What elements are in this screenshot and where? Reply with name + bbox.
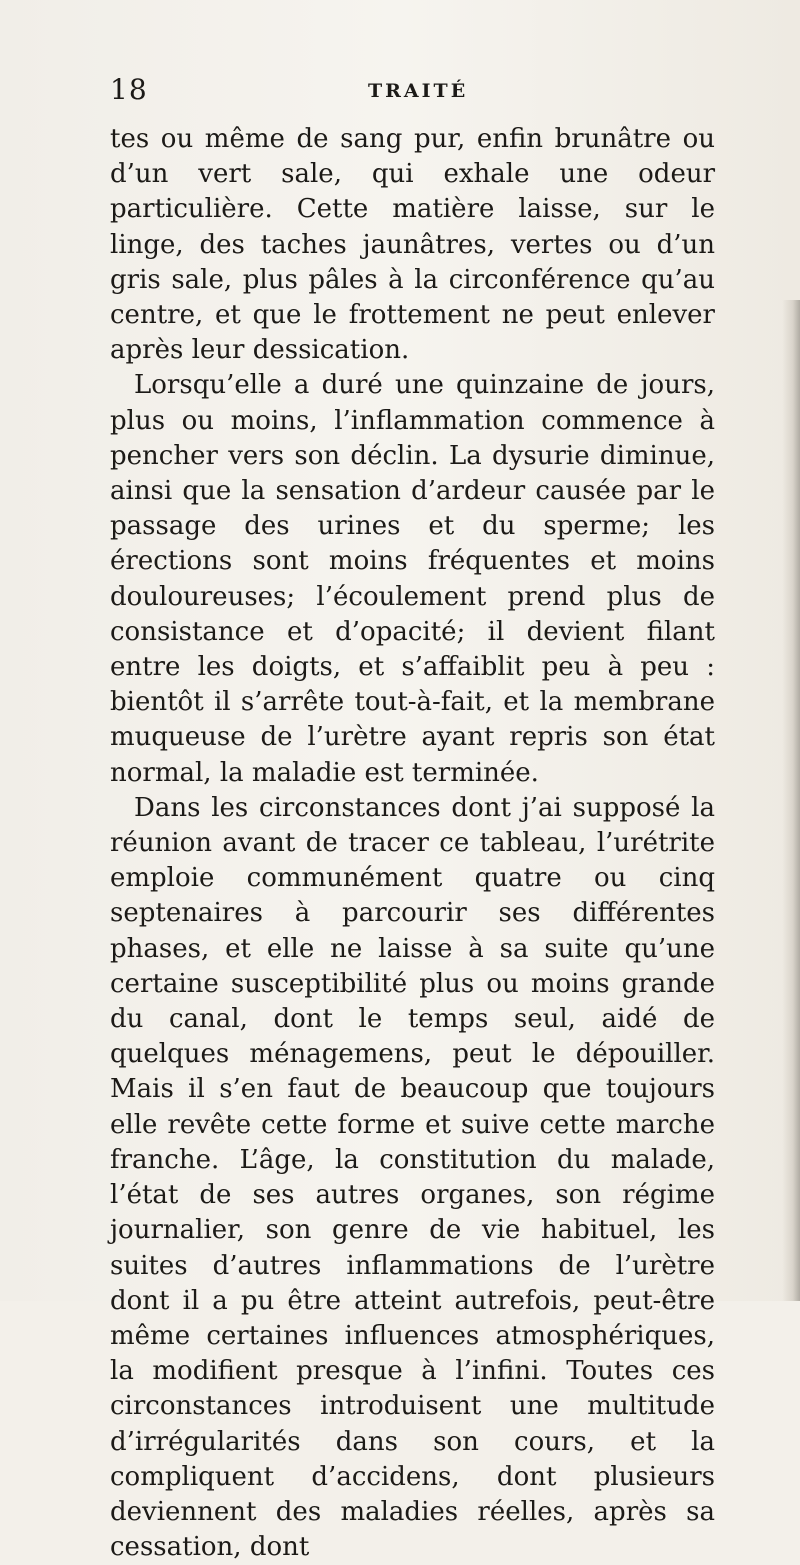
page-number: 18 xyxy=(110,73,148,106)
page-edge-shadow xyxy=(782,300,800,1301)
paragraph-continuation: tes ou même de sang pur, enfin brunâtre ou d’un vert sale, qui exhale une odeur particulière. Cette matière laisse, sur le linge, des taches jaunâtres, vertes ou d’un gris sale, plus pâles à la circonférence qu’au centre, et que le frottement ne peut enlever après leur dessication. xyxy=(110,124,715,366)
paragraph: Dans les circonstances dont j’ai supposé la réunion avant de tracer ce tableau, l’urétrite emploie communément quatre ou cinq septenaires à parcourir ses différentes phases, et elle ne laisse à sa suite qu’une certaine susceptibilité plus ou moins grande du canal, dont le temps seul, aidé de quelques ménagemens, peut le dépouiller. Mais il s’en faut de beaucoup que toujours elle revête cette forme et suive cette marche franche. L’âge, la constitution du malade, l’état de ses autres organes, son régime journalier, son genre de vie habituel, les suites d’autres inflammations de l’urètre dont il a pu être atteint autrefois, peut-être même certaines influences atmosphériques, la modifient presque à l’infini. Toutes ces circonstances introduisent une multitude d’irrégularités dans son cours, et la compliquent d’accidens, dont plusieurs deviennent des maladies réelles, après sa cessation, dont xyxy=(110,792,715,1563)
page-header xyxy=(110,72,710,108)
paragraph: Lorsqu’elle a duré une quinzaine de jours, plus ou moins, l’inflammation commence à pencher vers son déclin. La dysurie diminue, ainsi que la sensation d’ardeur causée par le passage des urines et du sperme; les érections sont moins fréquentes et moins douloureuses; l’écoulement prend plus de consistance et d’opacité; il devient filant entre les doigts, et s’affaiblit peu à peu : bientôt il s’arrête tout-à-fait, et la membrane muqueuse de l’urètre ayant repris son état normal, la maladie est terminée. xyxy=(110,370,715,788)
body-text xyxy=(110,122,715,1565)
running-title: TRAITÉ xyxy=(368,80,469,102)
